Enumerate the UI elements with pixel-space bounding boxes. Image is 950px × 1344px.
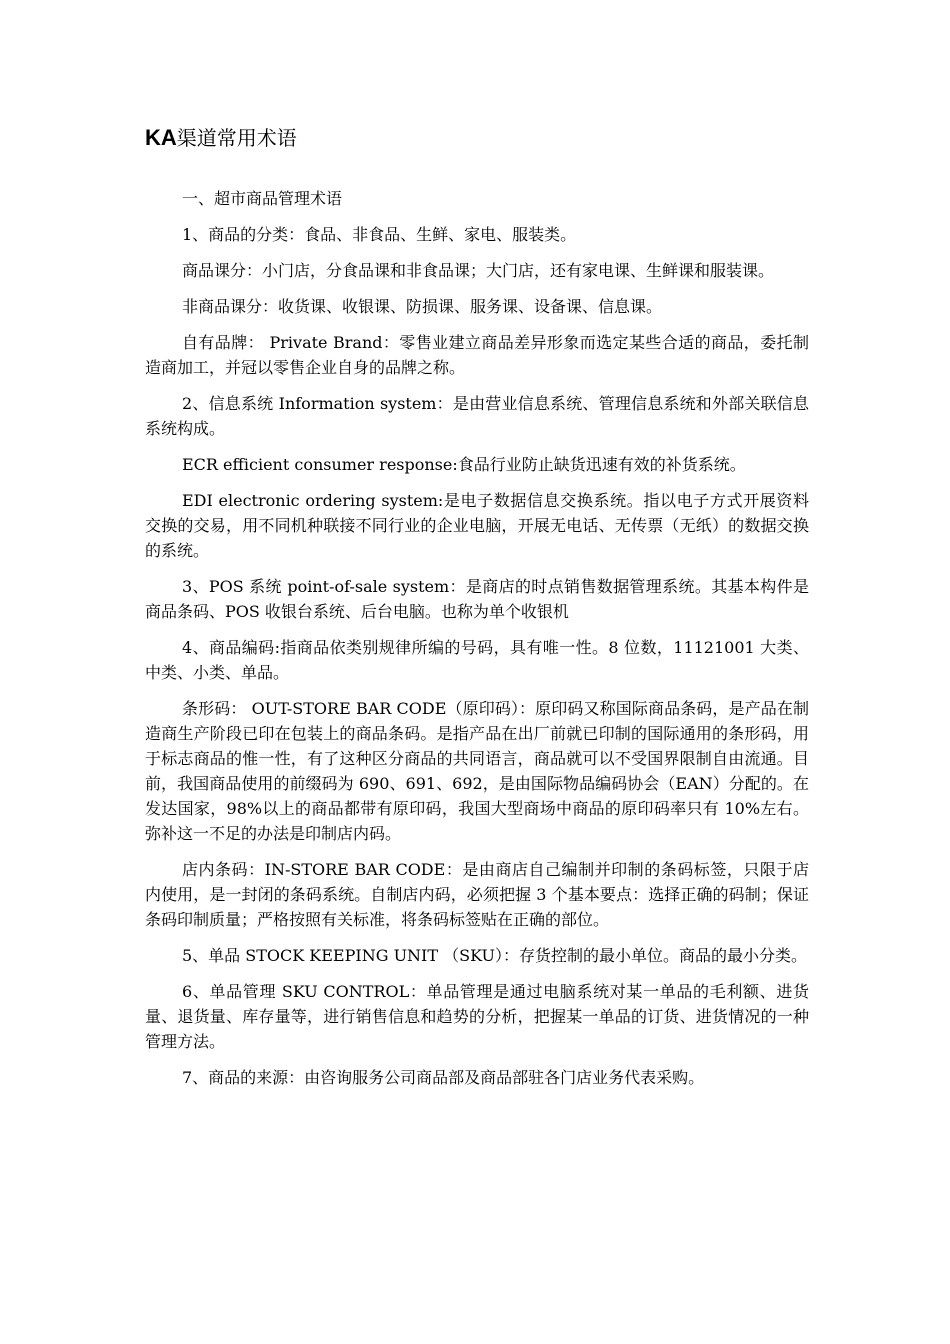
paragraph: 非商品课分：收货课、收银课、防损课、服务课、设备课、信息课。 — [182, 297, 663, 316]
paragraph: 5、单品 STOCK KEEPING UNIT （SKU）：存货控制的最小单位。商品的最小分类。 — [182, 946, 807, 965]
paragraph: 3、POS 系统 point-of-sale system：是商店的时点销售数据管理系统。其基本构件是商品条码、POS 收银台系统、后台电脑。也称为单个收银机 — [145, 577, 809, 621]
section-heading: 一、超市商品管理术语 — [182, 189, 343, 208]
paragraph: 4、商品编码:指商品依类别规律所编的号码，具有唯一性。8 位数，11121001 大类、中类、小类、单品。 — [145, 638, 809, 682]
document-body — [145, 186, 809, 1101]
paragraph: 条形码： OUT-STORE BAR CODE（原印码）：原印码又称国际商品条码，是产品在制造商生产阶段已印在包装上的商品条码。是指产品在出厂前就已印制的国际通用的条形码，用于标志商品的惟一性，有了这种区分商品的共同语言，商品就可以不受国界限制自由流通。目前，我国商品使用的前缀码为 690、691、692，是由国际物品编码协会（EAN）分配的。在发达国家，98%以上的商品都带有原印码，我国大型商场中商品的原印码率只有 10%左右。弥补这一不足的办法是印制店内码。 — [145, 699, 809, 843]
paragraph: 2、信息系统 Information system：是由营业信息系统、管理信息系统和外部关联信息系统构成。 — [145, 394, 809, 438]
title-prefix: KA — [145, 125, 177, 150]
paragraph: 商品课分：小门店，分食品课和非食品课；大门店，还有家电课、生鲜课和服装课。 — [182, 261, 775, 280]
paragraph: EDI electronic ordering system:是电子数据信息交换系统。指以电子方式开展资料交换的交易，用不同机种联接不同行业的企业电脑，开展无电话、无传票（无纸）的数据交换的系统。 — [145, 491, 809, 560]
title-text: 渠道常用术语 — [176, 126, 297, 150]
paragraph: 7、商品的来源：由咨询服务公司商品部及商品部驻各门店业务代表采购。 — [182, 1068, 705, 1087]
paragraph: ECR efficient consumer response:食品行业防止缺货迅速有效的补货系统。 — [182, 455, 746, 474]
document-title — [145, 122, 297, 151]
paragraph: 店内条码：IN-STORE BAR CODE：是由商店自己编制并印制的条码标签，只限于店内使用，是一封闭的条码系统。自制店内码，必须把握 3 个基本要点：选择正确的码制；保证条码印制质量；严格按照有关标准，将条码标签贴在正确的部位。 — [145, 860, 809, 929]
paragraph: 自有品牌： Private Brand：零售业建立商品差异形象而选定某些合适的商品，委托制造商加工，并冠以零售企业自身的品牌之称。 — [145, 333, 809, 377]
paragraph: 1、商品的分类：食品、非食品、生鲜、家电、服装类。 — [182, 225, 577, 244]
paragraph: 6、单品管理 SKU CONTROL：单品管理是通过电脑系统对某一单品的毛利额、进货量、退货量、库存量等，进行销售信息和趋势的分析，把握某一单品的订货、进货情况的一种管理方法。 — [145, 982, 809, 1051]
